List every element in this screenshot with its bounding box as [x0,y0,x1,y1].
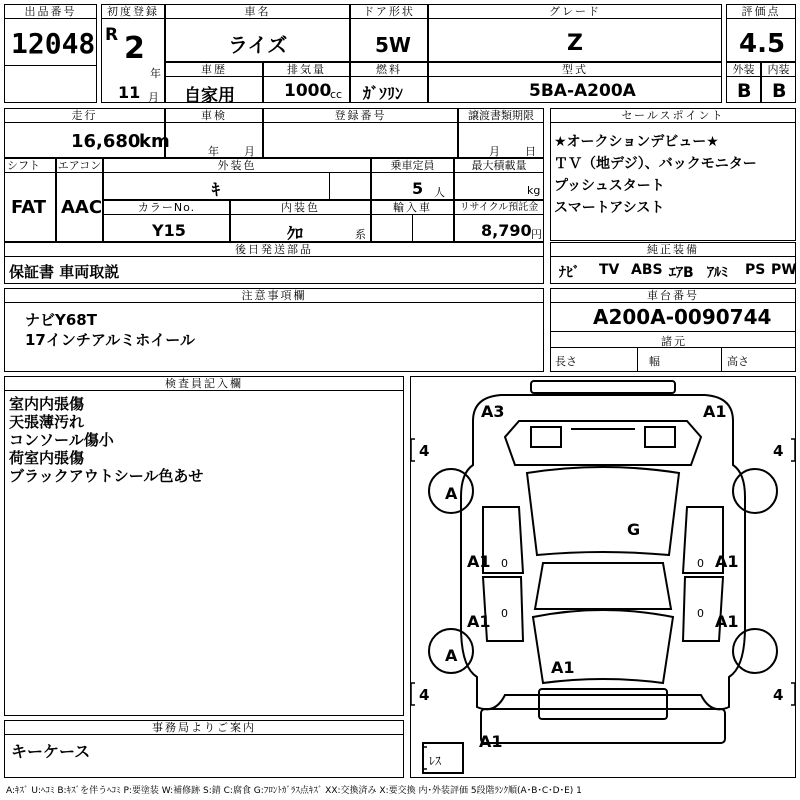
reg-month: 11 [118,83,141,102]
displacement: 1000 [284,81,332,101]
capacity-box [371,158,454,200]
int-color-box [230,200,371,242]
model: 5BA-A200A [529,81,636,101]
notes-label: 注意事項欄 [5,289,543,303]
int-score-label: 内装 [762,63,795,77]
recycle-label: リサイクル預託金 [455,201,543,215]
int-color: ｸﾛ [287,224,304,243]
lot-box [4,4,97,103]
ac-label: エアコン [57,159,102,172]
equipment-label: 純正装備 [551,243,795,257]
equipment-item: PW [771,262,797,278]
spec-label: 諸元 [661,335,687,348]
mileage-label: 走行 [5,109,164,123]
year-unit: 年 [150,67,161,80]
history-box [165,62,263,106]
model-box [428,62,722,103]
equipment-box [550,242,796,284]
tire-depth: 4 [773,442,784,460]
score: 4.5 [739,29,786,59]
inspector-box [4,376,404,716]
damage-mark: G [627,520,641,539]
office-label: 事務局よりご案内 [5,721,403,735]
car-name: ライズ [228,33,288,57]
fuel-label: 燃料 [351,63,427,77]
color-no-label: カラーNo. [104,201,229,215]
transfer-month: 月 [489,145,500,158]
reg-no-box [263,108,458,158]
damage-mark: A1 [715,612,739,631]
tire-depth: 4 [419,686,430,704]
fuel: ｶﾞｿﾘﾝ [363,84,404,103]
spare-less: ﾚｽ [429,754,442,768]
history: 自家用 [184,86,235,106]
ext-score: B [737,80,752,102]
equipment-item: TV [599,262,620,278]
inspector-line: ブラックアウトシール色あせ [9,467,204,485]
shift: FAT [11,197,47,218]
displacement-box [263,62,350,103]
damage-mark: A [445,646,458,665]
color-no-box [103,200,230,242]
width-label: 幅 [649,355,660,368]
max-load-box [454,158,544,200]
sales-point-line: プッシュスタート [554,178,665,194]
chassis-label: 車台番号 [551,289,795,303]
capacity-label: 乗車定員 [372,159,453,173]
air-conditioner: AAC [61,197,103,218]
zero-mark: 0 [501,557,508,570]
equipment-item: ｴｱB [669,265,694,281]
shift-box [4,158,56,242]
ac-box [56,158,103,242]
damage-mark: A1 [703,402,727,421]
ext-score-label: 外装 [727,63,760,77]
recycle-unit: 円 [531,228,542,241]
era: R [105,25,119,45]
transfer-day: 日 [525,145,536,158]
zero-mark: 0 [697,557,704,570]
door-box [350,4,428,62]
capacity-unit: 人 [434,186,445,199]
door-label: ドア形状 [351,5,427,19]
office-note: キーケース [11,742,91,761]
height-label: 高さ [727,355,749,368]
fuel-box [350,62,428,103]
inspector-line: コンソール傷小 [9,431,114,449]
equipment-item: ABS [631,262,663,278]
car-name-box [165,4,350,62]
length-label: 長さ [555,355,577,368]
car-diagram [410,376,796,778]
inspector-line: 荷室内張傷 [9,449,85,467]
grade: Z [567,31,583,56]
later-parts: 保証書 車両取説 [9,263,120,281]
damage-mark: A1 [479,732,503,751]
ext-color-box [103,158,371,200]
damage-mark: A1 [715,552,739,571]
sales-point-label: セールスポイント [551,109,795,123]
tire-depth: 4 [419,442,430,460]
capacity: 5 [412,179,424,198]
reg-no-label: 登録番号 [264,109,457,123]
tire-depth: 4 [773,686,784,704]
legend: A:ｷｽﾞ U:ﾍｺﾐ B:ｷｽﾞを伴うﾍｺﾐ P:要塗装 W:補修跡 S:錆 C:腐食 G:ﾌﾛﾝﾄｶﾞﾗｽ点ｷｽﾞ XX:交換済み X:要交換 内･外装評価 5段階ﾗﾝｸ順(A･B･C･D･E) 1 [6,786,582,796]
mileage: 16,680 [71,131,141,152]
max-load-unit: kg [527,184,541,197]
lot-label: 出品番号 [5,5,96,19]
displacement-unit: cc [330,88,343,101]
office-box [4,720,404,778]
inspection-box [165,108,263,158]
model-label: 型式 [429,63,721,77]
recycle-fee: 8,790 [481,221,532,240]
reg-year: 2 [124,31,145,66]
inspector-line: 天張薄汚れ [9,413,85,431]
equipment-item: ｱﾙﾐ [707,265,728,281]
car-diagram-svg [411,377,795,777]
transfer-label: 譲渡書類期限 [459,109,543,123]
notes-box [4,288,544,372]
damage-mark: A1 [467,612,491,631]
lot-number: 12048 [11,27,96,60]
mileage-unit: km [139,131,170,152]
sales-point-line: ★オークションデビュー★ [554,134,719,150]
damage-mark: A1 [551,658,575,677]
ext-color: ｷ [212,180,221,199]
grade-label: グレード [429,5,721,19]
inspector-label: 検査員記入欄 [5,377,403,391]
import-label: 輸入車 [372,201,453,215]
damage-mark: A [445,484,458,503]
chassis-number: A200A-0090744 [593,305,772,329]
later-parts-label: 後日発送部品 [5,243,543,257]
history-label: 車歴 [166,63,262,77]
damage-mark: A1 [467,552,491,571]
note-line: 17インチアルミホイール [25,331,195,349]
color-no: Y15 [152,221,186,240]
max-load-label: 最大積載量 [455,159,543,173]
insp-year-unit: 年 [208,145,219,158]
mileage-box [4,108,170,158]
inspector-line: 室内内張傷 [9,395,85,413]
later-parts-box [4,242,544,284]
sales-point-box [550,108,796,241]
equipment-item: ﾅﾋﾞ [559,265,580,281]
month-unit: 月 [148,91,159,104]
score-box [726,4,796,62]
insp-month-unit: 月 [244,145,255,158]
int-color-unit: 系 [355,228,366,241]
door-type: 5W [375,33,411,57]
note-line: ナビY68T [25,311,97,329]
car-name-label: 車名 [166,5,349,19]
shift-label: シフト [5,159,55,173]
displacement-label: 排気量 [264,63,349,77]
int-score-box [761,62,796,103]
zero-mark: 0 [697,607,704,620]
transfer-box [458,108,544,158]
inspection-label: 車検 [166,109,262,123]
damage-mark: A3 [481,402,505,421]
first-reg-box [101,4,165,103]
grade-box [428,4,722,62]
int-color-label: 内装色 [231,201,370,215]
chassis-box [550,288,796,372]
sales-point-line: ＴＶ（地デジ）、バックモニター [554,156,757,172]
first-reg-label: 初度登録 [102,5,164,19]
ext-color-label: 外装色 [104,159,370,173]
zero-mark: 0 [501,607,508,620]
recycle-box [454,200,544,242]
import-box [371,200,454,242]
ext-score-box [726,62,761,103]
sales-point-line: スマートアシスト [554,200,665,216]
equipment-item: PS [745,262,766,278]
int-score: B [772,80,787,102]
score-label: 評価点 [727,5,795,19]
